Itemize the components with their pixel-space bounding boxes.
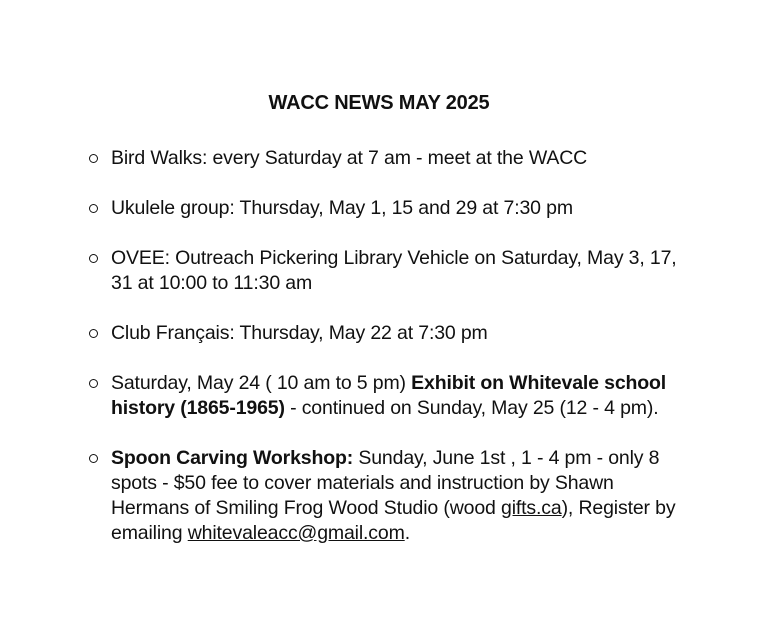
item-text: OVEE: Outreach Pickering Library Vehicle on Saturday, May 3, 17, 31 at 10:00 to 11:30 am: [111, 247, 677, 294]
bullet-icon: [89, 329, 98, 338]
bullet-icon: [89, 204, 98, 213]
item-text-end: .: [404, 522, 410, 544]
item-text-post: - continued on Sunday, May 25 (12 - 4 pm).: [284, 397, 659, 419]
item-text: Sunday, June 1st , 1 - 4 pm - only 8 spots - $50 fee to cover materials and instruction by Shawn Hermans of Smiling Frog Wood Studio (wood: [111, 447, 660, 519]
item-text-pre: Saturday, May 24 ( 10 am to 5 pm): [111, 372, 412, 394]
bullet-icon: [89, 454, 98, 463]
bullet-icon: [89, 154, 98, 163]
list-item-exhibit: [89, 371, 689, 421]
workshop-title: Spoon Carving Workshop:: [111, 447, 354, 469]
list-item-club-francais: [89, 321, 689, 346]
email-link[interactable]: whitevaleacc@gmail.com: [187, 522, 405, 544]
item-text-2: ), Register by emailing: [111, 497, 676, 544]
page-title: WACC NEWS MAY 2025: [268, 92, 490, 114]
list-item-spoon-carving: [89, 446, 689, 546]
list-item-ovee: [89, 246, 689, 296]
news-list: [89, 146, 689, 571]
item-text: Club Français: Thursday, May 22 at 7:30 pm: [111, 322, 488, 344]
woodgifts-link[interactable]: gifts.ca: [501, 497, 562, 519]
item-text: Bird Walks: every Saturday at 7 am - meet at the WACC: [111, 147, 588, 169]
bullet-icon: [89, 254, 98, 263]
item-text: Ukulele group: Thursday, May 1, 15 and 29 at 7:30 pm: [111, 197, 573, 219]
bullet-icon: [89, 379, 98, 388]
list-item-ukulele: [89, 196, 689, 221]
exhibit-title: Exhibit on Whitevale school history (1865-1965): [111, 372, 667, 419]
list-item-bird-walks: [89, 146, 689, 171]
